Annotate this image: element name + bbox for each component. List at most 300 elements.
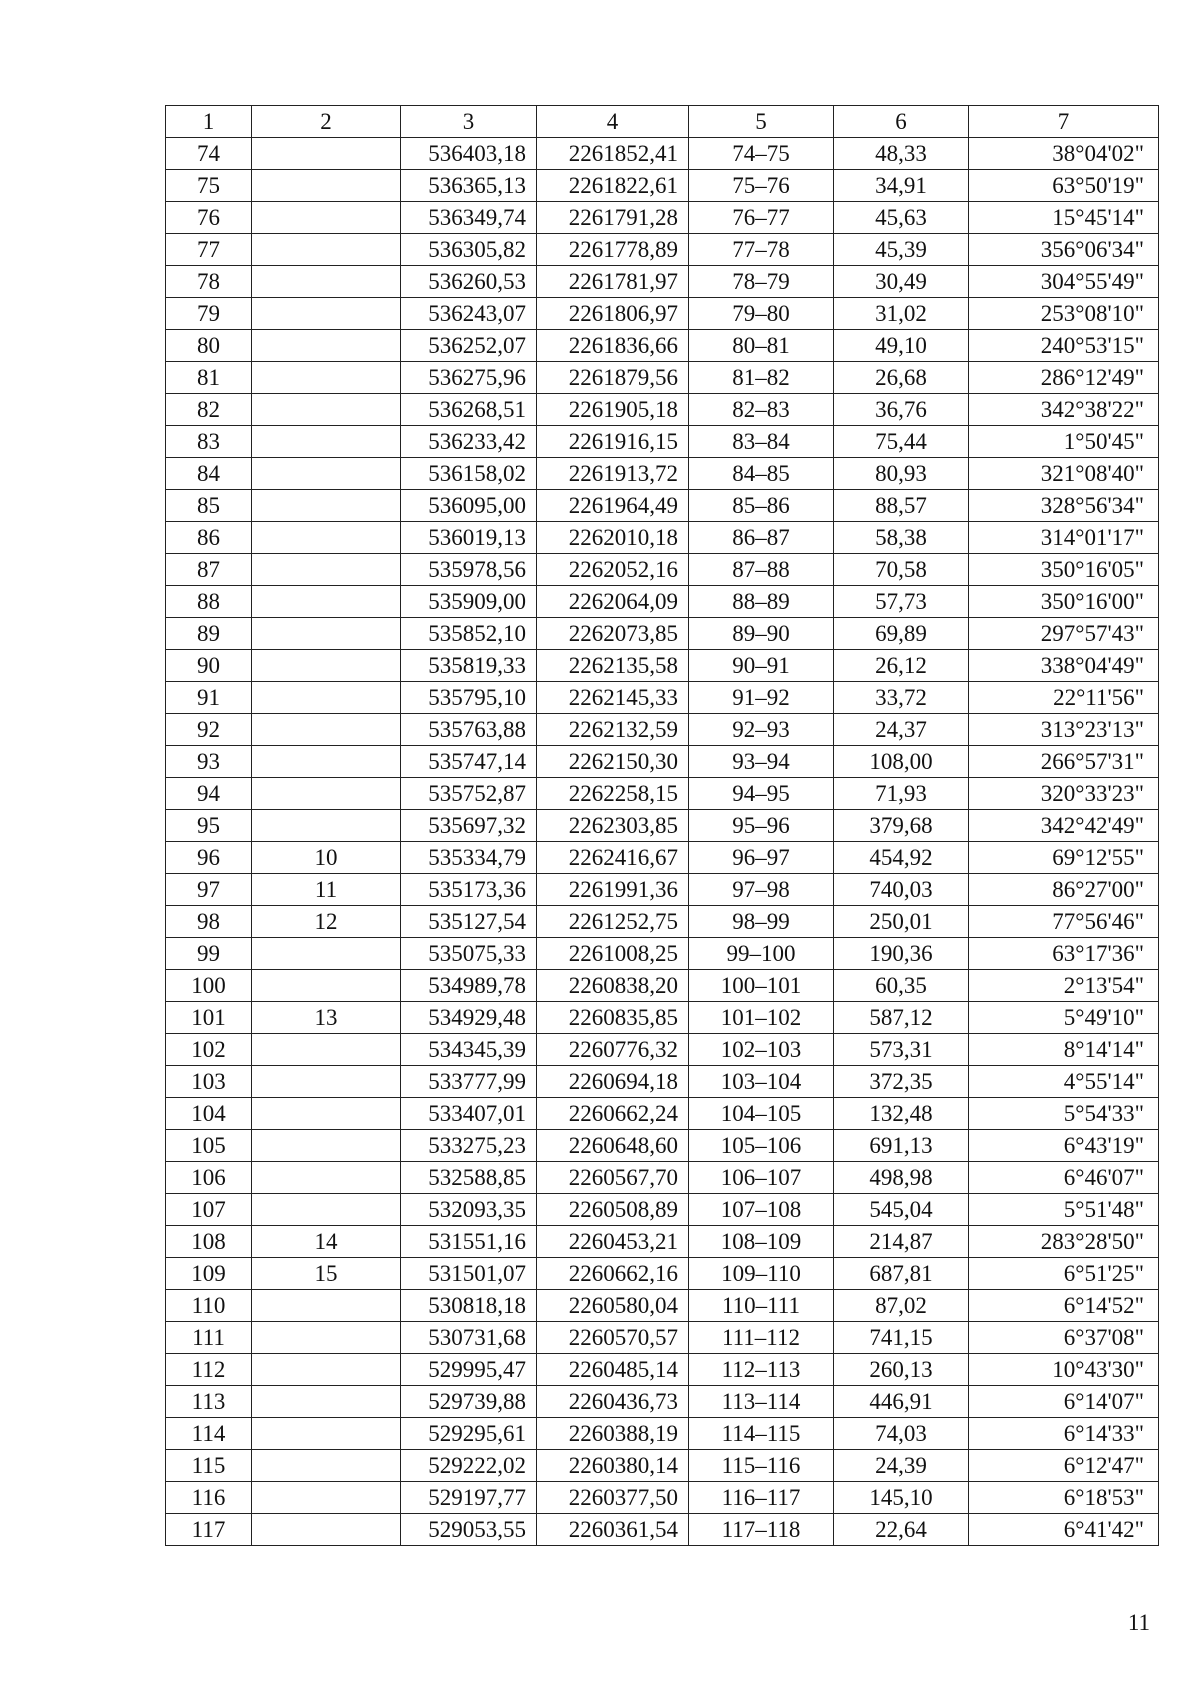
coordinate-y-cell: 2261008,25: [537, 938, 689, 970]
table-row: [166, 362, 1159, 394]
reference-number-cell: [252, 1418, 401, 1450]
distance-cell: 24,37: [834, 714, 969, 746]
bearing-cell: 297°57'43": [969, 618, 1159, 650]
point-number-cell: 91: [166, 682, 252, 714]
reference-number-cell: [252, 554, 401, 586]
point-number-cell: 114: [166, 1418, 252, 1450]
segment-cell: 82–83: [689, 394, 834, 426]
bearing-cell: 342°38'22": [969, 394, 1159, 426]
table-row: [166, 1258, 1159, 1290]
point-number-cell: 89: [166, 618, 252, 650]
coordinate-x-cell: 536403,18: [401, 138, 537, 170]
table-row: [166, 298, 1159, 330]
coordinate-x-cell: 529995,47: [401, 1354, 537, 1386]
reference-number-cell: 12: [252, 906, 401, 938]
coordinate-y-cell: 2262303,85: [537, 810, 689, 842]
coordinate-x-cell: 535127,54: [401, 906, 537, 938]
coordinate-x-cell: 529739,88: [401, 1386, 537, 1418]
bearing-cell: 8°14'14": [969, 1034, 1159, 1066]
coordinate-x-cell: 535075,33: [401, 938, 537, 970]
column-header-6: 6: [834, 106, 969, 138]
segment-cell: 100–101: [689, 970, 834, 1002]
point-number-cell: 111: [166, 1322, 252, 1354]
coordinate-y-cell: 2260380,14: [537, 1450, 689, 1482]
coordinate-y-cell: 2262010,18: [537, 522, 689, 554]
table-row: [166, 778, 1159, 810]
segment-cell: 90–91: [689, 650, 834, 682]
point-number-cell: 101: [166, 1002, 252, 1034]
coordinate-x-cell: 535173,36: [401, 874, 537, 906]
segment-cell: 83–84: [689, 426, 834, 458]
segment-cell: 75–76: [689, 170, 834, 202]
coordinate-y-cell: 2262135,58: [537, 650, 689, 682]
segment-cell: 110–111: [689, 1290, 834, 1322]
bearing-cell: 314°01'17": [969, 522, 1159, 554]
bearing-cell: 266°57'31": [969, 746, 1159, 778]
table-row: [166, 1322, 1159, 1354]
reference-number-cell: [252, 746, 401, 778]
reference-number-cell: [252, 1354, 401, 1386]
point-number-cell: 80: [166, 330, 252, 362]
table-row: [166, 554, 1159, 586]
reference-number-cell: [252, 938, 401, 970]
table-row: [166, 1386, 1159, 1418]
reference-number-cell: [252, 490, 401, 522]
reference-number-cell: [252, 394, 401, 426]
coordinate-x-cell: 536365,13: [401, 170, 537, 202]
distance-cell: 58,38: [834, 522, 969, 554]
table-body: [166, 138, 1159, 1546]
table-row: [166, 1290, 1159, 1322]
point-number-cell: 75: [166, 170, 252, 202]
segment-cell: 101–102: [689, 1002, 834, 1034]
bearing-cell: 2°13'54": [969, 970, 1159, 1002]
reference-number-cell: 15: [252, 1258, 401, 1290]
bearing-cell: 5°54'33": [969, 1098, 1159, 1130]
table-row: [166, 330, 1159, 362]
point-number-cell: 78: [166, 266, 252, 298]
bearing-cell: 6°14'33": [969, 1418, 1159, 1450]
bearing-cell: 10°43'30": [969, 1354, 1159, 1386]
segment-cell: 102–103: [689, 1034, 834, 1066]
table-row: [166, 906, 1159, 938]
segment-cell: 114–115: [689, 1418, 834, 1450]
bearing-cell: 283°28'50": [969, 1226, 1159, 1258]
distance-cell: 145,10: [834, 1482, 969, 1514]
coordinate-x-cell: 535697,32: [401, 810, 537, 842]
table-row: [166, 842, 1159, 874]
coordinate-x-cell: 536305,82: [401, 234, 537, 266]
bearing-cell: 6°14'07": [969, 1386, 1159, 1418]
table-row: [166, 458, 1159, 490]
reference-number-cell: [252, 330, 401, 362]
segment-cell: 93–94: [689, 746, 834, 778]
coordinate-y-cell: 2262145,33: [537, 682, 689, 714]
segment-cell: 107–108: [689, 1194, 834, 1226]
coordinate-x-cell: 531501,07: [401, 1258, 537, 1290]
bearing-cell: 6°46'07": [969, 1162, 1159, 1194]
coordinate-y-cell: 2260567,70: [537, 1162, 689, 1194]
distance-cell: 214,87: [834, 1226, 969, 1258]
reference-number-cell: [252, 202, 401, 234]
bearing-cell: 6°41'42": [969, 1514, 1159, 1546]
coordinate-y-cell: 2262258,15: [537, 778, 689, 810]
column-header-3: 3: [401, 106, 537, 138]
coordinate-x-cell: 529053,55: [401, 1514, 537, 1546]
coordinate-y-cell: 2262132,59: [537, 714, 689, 746]
table-row: [166, 682, 1159, 714]
bearing-cell: 328°56'34": [969, 490, 1159, 522]
table-row: [166, 746, 1159, 778]
coordinate-x-cell: 534989,78: [401, 970, 537, 1002]
coordinate-y-cell: 2260570,57: [537, 1322, 689, 1354]
reference-number-cell: [252, 266, 401, 298]
segment-cell: 113–114: [689, 1386, 834, 1418]
segment-cell: 98–99: [689, 906, 834, 938]
distance-cell: 687,81: [834, 1258, 969, 1290]
reference-number-cell: [252, 1514, 401, 1546]
coordinate-y-cell: 2261964,49: [537, 490, 689, 522]
segment-cell: 85–86: [689, 490, 834, 522]
distance-cell: 24,39: [834, 1450, 969, 1482]
point-number-cell: 110: [166, 1290, 252, 1322]
table-row: [166, 1098, 1159, 1130]
page-number: 11: [1127, 1610, 1150, 1635]
segment-cell: 105–106: [689, 1130, 834, 1162]
column-header-7: 7: [969, 106, 1159, 138]
distance-cell: 31,02: [834, 298, 969, 330]
bearing-cell: 6°14'52": [969, 1290, 1159, 1322]
reference-number-cell: [252, 234, 401, 266]
coordinate-x-cell: 532588,85: [401, 1162, 537, 1194]
coordinates-table: [165, 105, 1159, 1546]
reference-number-cell: [252, 298, 401, 330]
coordinate-y-cell: 2260377,50: [537, 1482, 689, 1514]
distance-cell: 108,00: [834, 746, 969, 778]
reference-number-cell: [252, 810, 401, 842]
coordinate-x-cell: 529295,61: [401, 1418, 537, 1450]
table-row: [166, 1418, 1159, 1450]
bearing-cell: 304°55'49": [969, 266, 1159, 298]
table-row: [166, 1482, 1159, 1514]
bearing-cell: 15°45'14": [969, 202, 1159, 234]
distance-cell: 74,03: [834, 1418, 969, 1450]
coordinate-x-cell: 536260,53: [401, 266, 537, 298]
reference-number-cell: 11: [252, 874, 401, 906]
table-row: [166, 1194, 1159, 1226]
coordinate-y-cell: 2262150,30: [537, 746, 689, 778]
table-row: [166, 234, 1159, 266]
distance-cell: 379,68: [834, 810, 969, 842]
reference-number-cell: 14: [252, 1226, 401, 1258]
coordinate-y-cell: 2261991,36: [537, 874, 689, 906]
coordinate-y-cell: 2262073,85: [537, 618, 689, 650]
reference-number-cell: [252, 1034, 401, 1066]
header-row: [166, 106, 1159, 138]
coordinate-x-cell: 535334,79: [401, 842, 537, 874]
coordinate-x-cell: 529197,77: [401, 1482, 537, 1514]
bearing-cell: 253°08'10": [969, 298, 1159, 330]
segment-cell: 80–81: [689, 330, 834, 362]
point-number-cell: 104: [166, 1098, 252, 1130]
table-row: [166, 1450, 1159, 1482]
coordinate-x-cell: 535752,87: [401, 778, 537, 810]
segment-cell: 112–113: [689, 1354, 834, 1386]
distance-cell: 22,64: [834, 1514, 969, 1546]
reference-number-cell: [252, 650, 401, 682]
distance-cell: 60,35: [834, 970, 969, 1002]
coordinate-y-cell: 2262052,16: [537, 554, 689, 586]
table-row: [166, 810, 1159, 842]
point-number-cell: 76: [166, 202, 252, 234]
bearing-cell: 6°18'53": [969, 1482, 1159, 1514]
reference-number-cell: [252, 618, 401, 650]
coordinate-y-cell: 2261879,56: [537, 362, 689, 394]
distance-cell: 26,68: [834, 362, 969, 394]
coordinate-y-cell: 2261806,97: [537, 298, 689, 330]
segment-cell: 77–78: [689, 234, 834, 266]
distance-cell: 250,01: [834, 906, 969, 938]
bearing-cell: 6°51'25": [969, 1258, 1159, 1290]
table-row: [166, 490, 1159, 522]
reference-number-cell: [252, 1162, 401, 1194]
point-number-cell: 88: [166, 586, 252, 618]
distance-cell: 691,13: [834, 1130, 969, 1162]
segment-cell: 79–80: [689, 298, 834, 330]
coordinate-y-cell: 2260776,32: [537, 1034, 689, 1066]
segment-cell: 99–100: [689, 938, 834, 970]
reference-number-cell: [252, 1194, 401, 1226]
distance-cell: 26,12: [834, 650, 969, 682]
point-number-cell: 77: [166, 234, 252, 266]
segment-cell: 92–93: [689, 714, 834, 746]
coordinate-y-cell: 2260485,14: [537, 1354, 689, 1386]
point-number-cell: 103: [166, 1066, 252, 1098]
coordinate-x-cell: 536252,07: [401, 330, 537, 362]
distance-cell: 33,72: [834, 682, 969, 714]
segment-cell: 96–97: [689, 842, 834, 874]
coordinate-y-cell: 2260508,89: [537, 1194, 689, 1226]
table-row: [166, 522, 1159, 554]
table-row: [166, 266, 1159, 298]
coordinate-x-cell: 535747,14: [401, 746, 537, 778]
table-row: [166, 1130, 1159, 1162]
segment-cell: 76–77: [689, 202, 834, 234]
bearing-cell: 356°06'34": [969, 234, 1159, 266]
bearing-cell: 4°55'14": [969, 1066, 1159, 1098]
table-row: [166, 426, 1159, 458]
bearing-cell: 63°17'36": [969, 938, 1159, 970]
segment-cell: 103–104: [689, 1066, 834, 1098]
point-number-cell: 74: [166, 138, 252, 170]
coordinate-x-cell: 531551,16: [401, 1226, 537, 1258]
distance-cell: 30,49: [834, 266, 969, 298]
coordinate-x-cell: 535909,00: [401, 586, 537, 618]
coordinate-y-cell: 2260694,18: [537, 1066, 689, 1098]
coordinate-x-cell: 536243,07: [401, 298, 537, 330]
table-row: [166, 938, 1159, 970]
bearing-cell: 240°53'15": [969, 330, 1159, 362]
coordinate-x-cell: 536158,02: [401, 458, 537, 490]
point-number-cell: 97: [166, 874, 252, 906]
reference-number-cell: [252, 426, 401, 458]
bearing-cell: 350°16'00": [969, 586, 1159, 618]
table-row: [166, 138, 1159, 170]
segment-cell: 81–82: [689, 362, 834, 394]
segment-cell: 94–95: [689, 778, 834, 810]
table-row: [166, 1354, 1159, 1386]
coordinate-x-cell: 530731,68: [401, 1322, 537, 1354]
bearing-cell: 5°49'10": [969, 1002, 1159, 1034]
coordinate-y-cell: 2261905,18: [537, 394, 689, 426]
reference-number-cell: [252, 682, 401, 714]
coordinate-x-cell: 536275,96: [401, 362, 537, 394]
point-number-cell: 112: [166, 1354, 252, 1386]
table-row: [166, 618, 1159, 650]
point-number-cell: 96: [166, 842, 252, 874]
column-header-5: 5: [689, 106, 834, 138]
reference-number-cell: [252, 586, 401, 618]
coordinate-y-cell: 2261836,66: [537, 330, 689, 362]
point-number-cell: 94: [166, 778, 252, 810]
segment-cell: 106–107: [689, 1162, 834, 1194]
coordinate-x-cell: 533777,99: [401, 1066, 537, 1098]
coordinate-x-cell: 529222,02: [401, 1450, 537, 1482]
bearing-cell: 6°43'19": [969, 1130, 1159, 1162]
coordinate-x-cell: 534929,48: [401, 1002, 537, 1034]
reference-number-cell: [252, 1098, 401, 1130]
coordinate-x-cell: 535819,33: [401, 650, 537, 682]
bearing-cell: 320°33'23": [969, 778, 1159, 810]
distance-cell: 36,76: [834, 394, 969, 426]
coordinate-x-cell: 533275,23: [401, 1130, 537, 1162]
bearing-cell: 313°23'13": [969, 714, 1159, 746]
coordinate-y-cell: 2260453,21: [537, 1226, 689, 1258]
bearing-cell: 86°27'00": [969, 874, 1159, 906]
point-number-cell: 99: [166, 938, 252, 970]
coordinate-y-cell: 2261822,61: [537, 170, 689, 202]
reference-number-cell: [252, 1322, 401, 1354]
distance-cell: 87,02: [834, 1290, 969, 1322]
coordinate-x-cell: 536233,42: [401, 426, 537, 458]
column-header-2: 2: [252, 106, 401, 138]
bearing-cell: 321°08'40": [969, 458, 1159, 490]
distance-cell: 545,04: [834, 1194, 969, 1226]
coordinate-y-cell: 2260662,24: [537, 1098, 689, 1130]
point-number-cell: 105: [166, 1130, 252, 1162]
coordinate-y-cell: 2260580,04: [537, 1290, 689, 1322]
table-row: [166, 714, 1159, 746]
segment-cell: 89–90: [689, 618, 834, 650]
coordinate-y-cell: 2261781,97: [537, 266, 689, 298]
coordinate-x-cell: 535795,10: [401, 682, 537, 714]
column-header-1: 1: [166, 106, 252, 138]
table-row: [166, 1034, 1159, 1066]
point-number-cell: 79: [166, 298, 252, 330]
coordinate-y-cell: 2260662,16: [537, 1258, 689, 1290]
table-row: [166, 170, 1159, 202]
segment-cell: 84–85: [689, 458, 834, 490]
coordinate-y-cell: 2260835,85: [537, 1002, 689, 1034]
segment-cell: 74–75: [689, 138, 834, 170]
point-number-cell: 93: [166, 746, 252, 778]
point-number-cell: 115: [166, 1450, 252, 1482]
point-number-cell: 107: [166, 1194, 252, 1226]
table-row: [166, 874, 1159, 906]
distance-cell: 80,93: [834, 458, 969, 490]
bearing-cell: 69°12'55": [969, 842, 1159, 874]
point-number-cell: 100: [166, 970, 252, 1002]
segment-cell: 78–79: [689, 266, 834, 298]
point-number-cell: 95: [166, 810, 252, 842]
coordinate-y-cell: 2260436,73: [537, 1386, 689, 1418]
segment-cell: 104–105: [689, 1098, 834, 1130]
distance-cell: 587,12: [834, 1002, 969, 1034]
reference-number-cell: [252, 458, 401, 490]
coordinate-y-cell: 2261252,75: [537, 906, 689, 938]
reference-number-cell: 13: [252, 1002, 401, 1034]
point-number-cell: 87: [166, 554, 252, 586]
coordinate-y-cell: 2261913,72: [537, 458, 689, 490]
bearing-cell: 6°37'08": [969, 1322, 1159, 1354]
reference-number-cell: [252, 778, 401, 810]
distance-cell: 71,93: [834, 778, 969, 810]
distance-cell: 34,91: [834, 170, 969, 202]
table-row: [166, 1066, 1159, 1098]
coordinate-x-cell: 533407,01: [401, 1098, 537, 1130]
table-row: [166, 970, 1159, 1002]
point-number-cell: 117: [166, 1514, 252, 1546]
table-row: [166, 1514, 1159, 1546]
reference-number-cell: [252, 522, 401, 554]
coordinate-x-cell: 536349,74: [401, 202, 537, 234]
reference-number-cell: [252, 1450, 401, 1482]
coordinate-y-cell: 2261778,89: [537, 234, 689, 266]
point-number-cell: 109: [166, 1258, 252, 1290]
table-row: [166, 1162, 1159, 1194]
coordinate-y-cell: 2260648,60: [537, 1130, 689, 1162]
reference-number-cell: [252, 138, 401, 170]
reference-number-cell: [252, 1130, 401, 1162]
reference-number-cell: [252, 714, 401, 746]
distance-cell: 741,15: [834, 1322, 969, 1354]
point-number-cell: 106: [166, 1162, 252, 1194]
bearing-cell: 77°56'46": [969, 906, 1159, 938]
table-row: [166, 394, 1159, 426]
coordinate-y-cell: 2260361,54: [537, 1514, 689, 1546]
point-number-cell: 86: [166, 522, 252, 554]
point-number-cell: 90: [166, 650, 252, 682]
coordinate-x-cell: 536019,13: [401, 522, 537, 554]
coordinate-y-cell: 2262416,67: [537, 842, 689, 874]
coordinate-x-cell: 534345,39: [401, 1034, 537, 1066]
point-number-cell: 108: [166, 1226, 252, 1258]
coordinate-x-cell: 535763,88: [401, 714, 537, 746]
distance-cell: 49,10: [834, 330, 969, 362]
distance-cell: 573,31: [834, 1034, 969, 1066]
segment-cell: 87–88: [689, 554, 834, 586]
point-number-cell: 98: [166, 906, 252, 938]
reference-number-cell: [252, 362, 401, 394]
bearing-cell: 350°16'05": [969, 554, 1159, 586]
coordinate-y-cell: 2261791,28: [537, 202, 689, 234]
point-number-cell: 82: [166, 394, 252, 426]
coordinate-x-cell: 535978,56: [401, 554, 537, 586]
reference-number-cell: [252, 1482, 401, 1514]
segment-cell: 97–98: [689, 874, 834, 906]
bearing-cell: 286°12'49": [969, 362, 1159, 394]
coordinate-x-cell: 535852,10: [401, 618, 537, 650]
